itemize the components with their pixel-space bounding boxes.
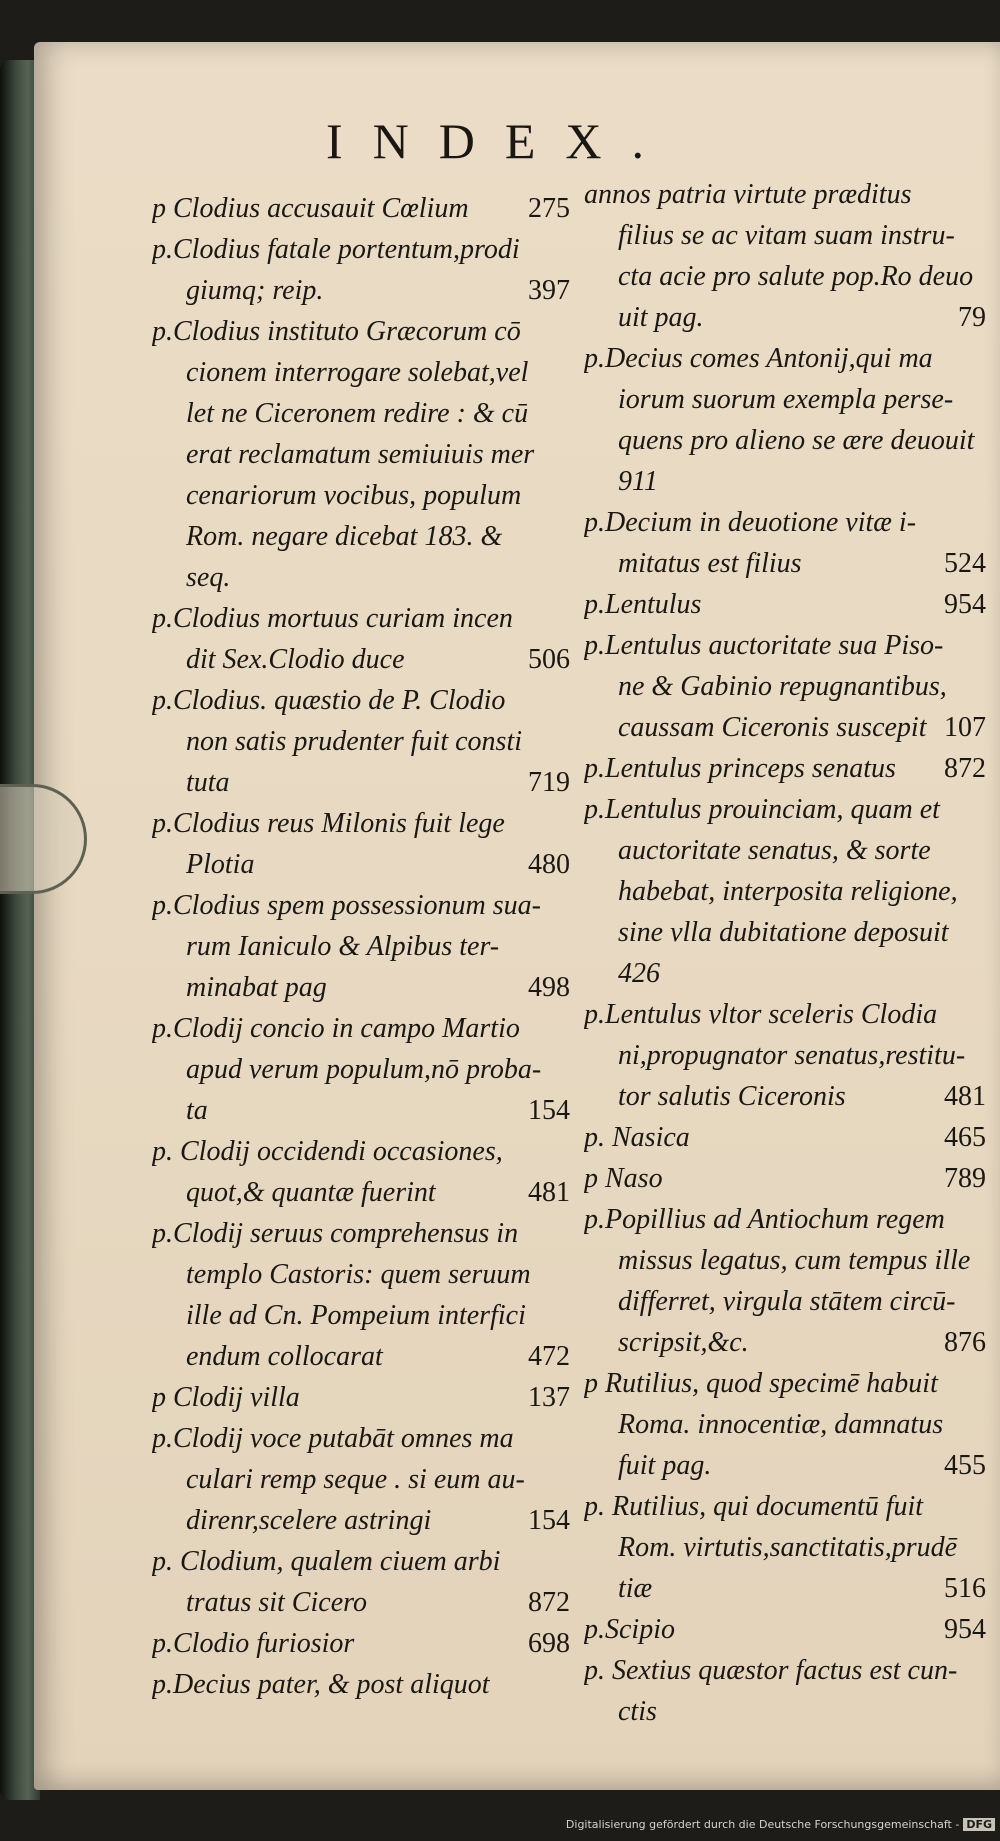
entry-line: 154 ta xyxy=(152,1090,570,1131)
index-entry xyxy=(152,1541,570,1623)
index-entry xyxy=(152,1418,570,1541)
index-entry xyxy=(584,1486,986,1609)
entry-line: p. Clodium, qualem ciuem arbi xyxy=(152,1546,501,1577)
entry-line: apud verum populum,nō proba- xyxy=(186,1054,542,1085)
footer-credit xyxy=(565,1818,995,1831)
entry-line: 954 p.Scipio xyxy=(584,1609,986,1650)
entry-line: 789 p Naso xyxy=(584,1158,986,1199)
entry-line: p.Clodius instituto Græcorum cō xyxy=(152,316,521,347)
entry-line: ille ad Cn. Pompeium interfici xyxy=(186,1300,526,1331)
dfg-logo: DFG xyxy=(963,1818,995,1831)
index-entry xyxy=(584,1158,986,1199)
index-entry xyxy=(152,188,570,229)
entry-line: 911 xyxy=(618,466,658,497)
page-number: 154 xyxy=(528,1095,570,1126)
entry-line: p.Clodij concio in campo Martio xyxy=(152,1013,520,1044)
page-number: 789 xyxy=(944,1163,986,1194)
page-number: 465 xyxy=(944,1122,986,1153)
entry-line: 498 minabat pag xyxy=(152,967,570,1008)
index-entry xyxy=(152,1623,570,1664)
entry-line: ne & Gabinio repugnantibus, xyxy=(618,671,947,702)
index-entry xyxy=(584,994,986,1117)
entry-line: 954 p.Lentulus xyxy=(584,584,986,625)
entry-line: Rom. virtutis,sanctitatis,prudē xyxy=(618,1532,958,1563)
index-entry xyxy=(584,625,986,748)
index-entry xyxy=(584,502,986,584)
index-entry xyxy=(152,1213,570,1377)
index-entry xyxy=(152,1377,570,1418)
index-entry xyxy=(584,584,986,625)
entry-line: p.Decium in deuotione vitæ i- xyxy=(584,507,917,538)
entry-line: p.Clodij seruus comprehensus in xyxy=(152,1218,519,1249)
entry-line: Rom. negare dicebat 183. & xyxy=(186,521,503,552)
entry-line: p.Clodius reus Milonis fuit lege xyxy=(152,808,505,839)
entry-line: seq. xyxy=(186,562,231,593)
page-number: 698 xyxy=(528,1628,570,1659)
entry-line: p.Clodius fatale portentum,prodi xyxy=(152,234,520,265)
index-entry xyxy=(152,803,570,885)
page-number: 506 xyxy=(528,644,570,675)
page-number: 79 xyxy=(958,302,986,333)
entry-line: p.Clodius spem possessionum sua- xyxy=(152,890,541,921)
entry-line: p.Lentulus prouinciam, quam et xyxy=(584,794,940,825)
entry-line: cenariorum vocibus, populum xyxy=(186,480,522,511)
entry-line: 107 caussam Ciceronis suscepit xyxy=(584,707,986,748)
entry-line: 481 quot,& quantæ fuerint xyxy=(152,1172,570,1213)
entry-line: 876 scripsit,&c. xyxy=(584,1322,986,1363)
entry-line: filius se ac vitam suam instru- xyxy=(618,220,955,251)
entry-line: iorum suorum exempla perse- xyxy=(618,384,954,415)
page-title: INDEX. xyxy=(325,113,675,169)
entry-line: p.Clodius. quæstio de P. Clodio xyxy=(152,685,506,716)
index-entry xyxy=(152,311,570,598)
page-number: 872 xyxy=(944,753,986,784)
entry-line: 79 uit pag. xyxy=(584,297,986,338)
entry-line: p.Decius pater, & post aliquot xyxy=(152,1669,490,1700)
entry-line: p.Clodius mortuus curiam incen xyxy=(152,603,513,634)
entry-line: 524 mitatus est filius xyxy=(584,543,986,584)
entry-line: let ne Ciceronem redire : & cū xyxy=(186,398,529,429)
page-number: 137 xyxy=(528,1382,570,1413)
page-number: 872 xyxy=(528,1587,570,1618)
entry-line: non satis prudenter fuit consti xyxy=(186,726,522,757)
page-number: 154 xyxy=(528,1505,570,1536)
index-entry xyxy=(584,789,986,994)
index-entry xyxy=(584,1199,986,1363)
entry-line: 698 p.Clodio furiosior xyxy=(152,1623,570,1664)
page-number: 481 xyxy=(528,1177,570,1208)
entry-line: 472 endum collocarat xyxy=(152,1336,570,1377)
index-entry xyxy=(152,598,570,680)
entry-line: p. Rutilius, qui documentū fuit xyxy=(584,1491,924,1522)
entry-line: 872 p.Lentulus princeps senatus xyxy=(584,748,986,789)
entry-line: p.Lentulus vltor sceleris Clodia xyxy=(584,999,938,1030)
page-number: 954 xyxy=(944,589,986,620)
entry-line: cta acie pro salute pop.Ro deuo xyxy=(618,261,974,292)
footer-text: Digitalisierung gefördert durch die Deutsche Forschungsgemeinschaft - xyxy=(565,1818,960,1831)
entry-line: p.Decius comes Antonij,qui ma xyxy=(584,343,933,374)
entry-line: p.Popillius ad Antiochum regem xyxy=(584,1204,945,1235)
entry-line: rum Ianiculo & Alpibus ter- xyxy=(186,931,500,962)
index-entry xyxy=(152,1131,570,1213)
entry-line: p.Clodij voce putabāt omnes ma xyxy=(152,1423,514,1454)
entry-line: 426 xyxy=(618,958,660,989)
entry-line: 480 Plotia xyxy=(152,844,570,885)
entry-line: ni,propugnator senatus,restitu- xyxy=(618,1040,966,1071)
entry-line: 719 tuta xyxy=(152,762,570,803)
entry-line: 481 tor salutis Ciceronis xyxy=(584,1076,986,1117)
entry-line: habebat, interposita religione, xyxy=(618,876,958,907)
index-entry xyxy=(152,229,570,311)
page-number: 481 xyxy=(944,1081,986,1112)
entry-line: 137 p Clodij villa xyxy=(152,1377,570,1418)
page-number: 455 xyxy=(944,1450,986,1481)
entry-line: cionem interrogare solebat,vel xyxy=(186,357,529,388)
page-number: 107 xyxy=(944,712,986,743)
entry-line: 154 direnr,scelere astringi xyxy=(152,1500,570,1541)
entry-line: ctis xyxy=(618,1696,657,1727)
index-entry xyxy=(584,1363,986,1486)
index-entry xyxy=(584,748,986,789)
entry-line: p.Lentulus auctoritate sua Piso- xyxy=(584,630,944,661)
entry-line: erat reclamatum semiuiuis mer xyxy=(186,439,535,470)
entry-line: p. Sextius quæstor factus est cun- xyxy=(584,1655,958,1686)
entry-line: 275 p Clodius accusauit Cœlium xyxy=(152,188,570,229)
entry-line: auctoritate senatus, & sorte xyxy=(618,835,931,866)
page-number: 876 xyxy=(944,1327,986,1358)
page-number: 275 xyxy=(528,193,570,224)
entry-line: p Rutilius, quod specimē habuit xyxy=(584,1368,938,1399)
entry-line: Roma. innocentiæ, damnatus xyxy=(618,1409,944,1440)
page-number: 397 xyxy=(528,275,570,306)
index-entry xyxy=(584,1117,986,1158)
entry-line: missus legatus, cum tempus ille xyxy=(618,1245,971,1276)
entry-line: p. Clodij occidendi occasiones, xyxy=(152,1136,503,1167)
entry-line: templo Castoris: quem seruum xyxy=(186,1259,531,1290)
entry-line: 455 fuit pag. xyxy=(584,1445,986,1486)
index-entry xyxy=(152,680,570,803)
entry-line: sine vlla dubitatione deposuit xyxy=(618,917,949,948)
entry-line: 872 tratus sit Cicero xyxy=(152,1582,570,1623)
index-entry xyxy=(584,1609,986,1650)
index-column-left xyxy=(152,188,570,1705)
entry-line: 397 giumq; reip. xyxy=(152,270,570,311)
index-entry xyxy=(584,1650,986,1732)
index-entry xyxy=(152,1664,570,1705)
index-entry xyxy=(584,338,986,502)
entry-line: quens pro alieno se ære deuouit xyxy=(618,425,975,456)
page-number: 954 xyxy=(944,1614,986,1645)
entry-line: differret, virgula stātem circū- xyxy=(618,1286,956,1317)
entry-line: 506 dit Sex.Clodio duce xyxy=(152,639,570,680)
page-number: 719 xyxy=(528,767,570,798)
index-column-right xyxy=(584,174,986,1732)
entry-line: 465 p. Nasica xyxy=(584,1117,986,1158)
index-entry xyxy=(152,885,570,1008)
index-entry xyxy=(584,174,986,338)
page-number: 498 xyxy=(528,972,570,1003)
page-number: 472 xyxy=(528,1341,570,1372)
page-number: 480 xyxy=(528,849,570,880)
entry-line: culari remp seque . si eum au- xyxy=(186,1464,525,1495)
entry-line: annos patria virtute præditus xyxy=(584,179,912,210)
entry-line: 516 tiæ xyxy=(584,1568,986,1609)
page-number: 524 xyxy=(944,548,986,579)
index-entry xyxy=(152,1008,570,1131)
page-number: 516 xyxy=(944,1573,986,1604)
